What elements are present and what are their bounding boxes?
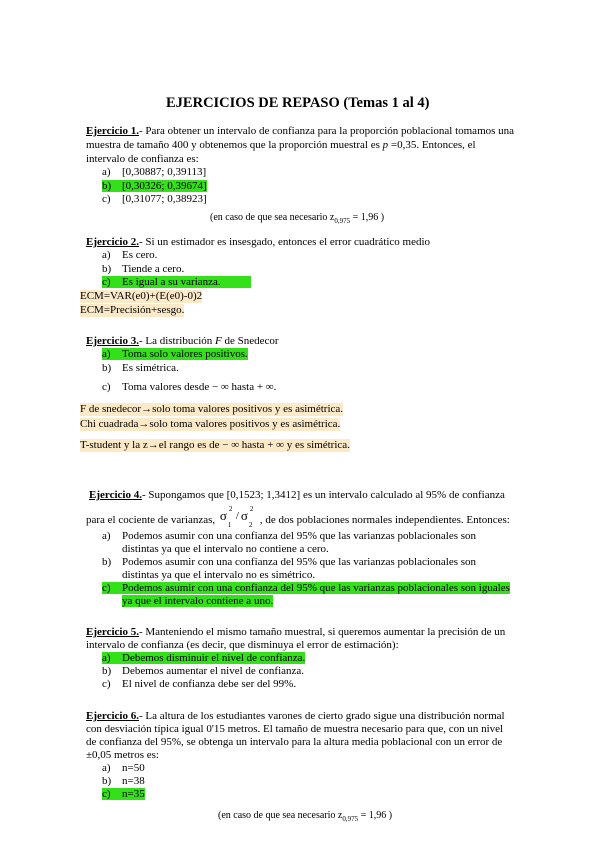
ej3-option-c[interactable] [102,381,276,394]
option-text: [0,30887; 0,39113] [122,166,207,178]
ej3-option-a-selected[interactable] [102,348,248,361]
ej1-option-a[interactable] [102,166,206,179]
ej4-option-b[interactable] [102,556,476,569]
option-text: Tiende a cero. [122,263,185,275]
option-letter: c) [102,381,111,393]
ej3-note-f: F de snedecor→solo toma valores positivos y es asimétrica. [80,403,344,415]
sub-2: 2 [248,521,253,529]
ej3-note-t: T-student y la z→el rango es de − ∞ hasta + ∞ y es simétrica. [80,439,350,451]
ej1-option-c[interactable] [102,193,207,206]
option-letter: b) [102,180,112,192]
option-text: Debemos aumentar el nivel de confianza. [122,665,305,677]
option-text: Es igual a su varianza. [122,276,221,288]
option-letter: b) [102,556,112,568]
option-text: Es simétrica. [122,362,179,374]
option-letter: a) [102,652,111,664]
ej6-note [218,810,392,825]
option-text: n=38 [122,775,145,787]
ej6-option-c-selected[interactable] [102,788,145,801]
ej4-option-c-selected[interactable] [102,582,510,595]
option-letter: b) [102,362,112,374]
note-end: = 1,96 ) [358,810,393,821]
ej6-label: Ejercicio 6. [86,710,139,722]
option-text: n=35 [122,788,145,800]
ej1-p-value: =0,35. Entonces, el [390,139,476,151]
option-text-l1: Podemos asumir con una confianza del 95% que las varianzas poblacionales son iguales [122,582,510,594]
option-letter: a) [102,348,111,360]
ej4-option-a[interactable] [102,530,476,543]
ej4-option-c-l2 [122,595,273,608]
ej2-option-a[interactable] [102,249,157,262]
ej5-text-l2: intervalo de confianza (es decir, que disminuya el error de estimación): [86,639,399,651]
ej3-text-end: de Snedecor [224,335,279,347]
ej6-text-l3: de confianza del 95%, se obtenga un intervalo para la altura media poblacional con un error de [86,736,503,748]
option-letter: c) [102,193,111,205]
ej6-option-b[interactable] [102,775,145,788]
option-text: [0,30326; 0,39674] [122,180,207,192]
ej4-option-a-l2: distintas ya que el intervalo no contiene a cero. [122,543,329,555]
sup-2: 2 [249,505,254,513]
ej3-text: - La distribución [138,335,213,347]
option-text: Es cero. [122,249,158,261]
ej2-label: Ejercicio 2. [86,236,139,248]
ej5-label: Ejercicio 5. [86,626,139,638]
ej2-line1 [86,236,430,249]
ej5-option-c[interactable] [102,678,296,691]
option-letter: c) [102,276,111,288]
option-text: [0,31077; 0,38923] [122,193,207,205]
ej2-ecm-meaning: ECM=Precisión+sesgo. [80,304,185,316]
ej6-option-a[interactable] [102,762,145,775]
ej5-option-a-selected[interactable] [102,652,305,665]
option-letter: b) [102,665,112,677]
page-title: EJERCICIOS DE REPASO (Temas 1 al 4) [166,95,430,111]
option-letter: a) [102,249,111,261]
ej5-text-l1: - Manteniendo el mismo tamaño muestral, si queremos aumentar la precisión de un [138,626,506,638]
option-text-l2: ya que el intervalo contiene a uno. [122,595,274,607]
option-letter: a) [102,166,111,178]
ej2-ecm-formula: ECM=VAR(e0)+(E(e0)-0)2 [80,290,203,302]
option-letter: b) [102,263,112,275]
note-sub: 0,975 [334,217,351,225]
ej5-option-b[interactable] [102,665,304,678]
option-text: n=50 [122,762,145,774]
option-letter: a) [102,530,111,542]
note-text: (en caso de que sea necesario z [218,810,343,821]
option-text: El nivel de confianza debe ser del 99%. [122,678,297,690]
option-letter: c) [102,788,111,800]
ej3-line1 [86,335,279,348]
ej3-note-chi: Chi cuadrada→solo toma valores positivos y es asimétrica. [80,418,341,430]
ej1-text-l1: - Para obtener un intervalo de confianza para la proporción poblacional tomamos una [138,125,515,137]
ej4-label: Ejercicio 4. [89,489,142,501]
option-text-l1: Podemos asumir con una confianza del 95% que las varianzas poblacionales son [122,530,477,542]
ej6-text-l4: ±0,05 metros es: [86,749,159,761]
option-letter: b) [102,775,112,787]
ej4-text-l1: - Supongamos que [0,1523; 1,3412] es un intervalo calculado al 95% de confianza [141,489,505,501]
sigma-1: σ [219,508,227,523]
ej1-note [210,212,384,227]
ej4-option-b-l2: distintas ya que el intervalo no es simétrico. [122,569,316,581]
slash: / [235,510,239,522]
ej1-text-l3: intervalo de confianza es: [86,153,199,165]
ej3-label: Ejercicio 3. [86,335,139,347]
ej2-text: - Si un estimador es insesgado, entonces el error cuadrático medio [138,236,431,248]
ej4-text-l2b: , de dos poblaciones normales independientes. Entonces: [259,514,510,526]
option-letter: a) [102,762,111,774]
option-letter: c) [102,582,111,594]
option-letter: c) [102,678,111,690]
ej6-text-l1: - La altura de los estudiantes varones de cierto grado sigue una distribución normal [138,710,505,722]
ej5-line1 [86,626,505,639]
ej6-text-l2: con desviación típica igual 0'15 metros. El tamaño de muestra necesario para que, con un nivel [86,723,504,735]
ej1-label: Ejercicio 1. [86,125,139,137]
ej3-option-b[interactable] [102,362,179,375]
ej4-line2 [86,505,510,529]
ej2-option-c-selected[interactable] [102,276,251,289]
ej2-option-b[interactable] [102,263,184,276]
ej6-line1 [86,710,505,723]
ej1-option-b-selected[interactable] [102,180,207,193]
note-end: = 1,96 ) [350,212,385,223]
option-text: Debemos disminuir el nivel de confianza. [122,652,306,664]
note-text: (en caso de que sea necesario z [210,212,335,223]
ej1-text-l2: muestra de tamaño 400 y obtenemos que la proporción muestral es [86,139,380,151]
option-text: Toma valores desde − ∞ hasta + ∞. [122,381,277,393]
sup-1: 2 [228,505,233,513]
ej1-line2 [86,139,476,152]
ej1-p-symbol: p [382,139,389,151]
option-text-l1: Podemos asumir con una confianza del 95% que las varianzas poblacionales son [122,556,477,568]
ej4-line1 [89,489,505,502]
variance-ratio [218,505,260,529]
sub-1: 1 [227,521,232,529]
sigma-2: σ [240,508,248,523]
option-text: Toma solo valores positivos. [122,348,248,360]
ej3-f-symbol: F [215,335,222,347]
note-sub: 0,975 [342,815,359,823]
ej1-line1 [86,125,514,138]
ej4-text-l2a: para el cociente de varianzas, [86,514,216,526]
